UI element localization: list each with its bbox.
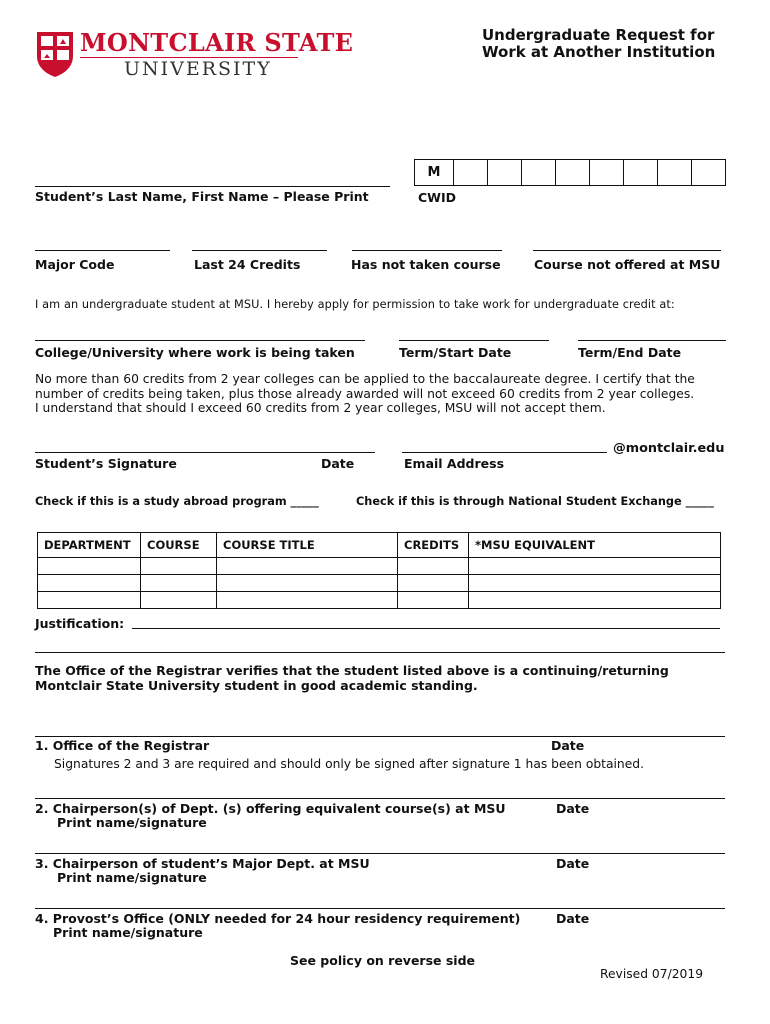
- student-signature-date-label: Date: [321, 456, 355, 471]
- nse-check[interactable]: Check if this is through National Student Exchange _____: [356, 495, 714, 508]
- table-cell[interactable]: [141, 575, 217, 592]
- provost-date-label: Date: [556, 911, 590, 926]
- table-cell[interactable]: [469, 592, 721, 609]
- chair-major-date-label: Date: [556, 856, 590, 871]
- form-title: [482, 27, 715, 61]
- table-cell[interactable]: [38, 558, 141, 575]
- table-row[interactable]: [38, 575, 721, 592]
- student-signature-field[interactable]: [35, 452, 375, 453]
- term-start-field[interactable]: [399, 340, 549, 341]
- justification-field[interactable]: [132, 628, 720, 629]
- chair-equivalent-signature-field[interactable]: [35, 798, 725, 799]
- cwid-digit[interactable]: [454, 160, 488, 186]
- apply-statement: I am an undergraduate student at MSU. I hereby apply for permission to take work for undergraduate credit at:: [35, 298, 675, 311]
- reverse-side-note: See policy on reverse side: [290, 953, 476, 968]
- credit-notice-line: No more than 60 credits from 2 year colleges can be applied to the baccalaureate degree. I certify that the: [35, 372, 695, 386]
- email-field[interactable]: [402, 452, 607, 453]
- table-row[interactable]: [38, 592, 721, 609]
- header-department: DEPARTMENT: [38, 533, 141, 558]
- cwid-digit[interactable]: [590, 160, 624, 186]
- header-msu-equivalent: *MSU EQUIVALENT: [469, 533, 721, 558]
- course-table-header: [38, 533, 721, 558]
- form-title-line1: Undergraduate Request for: [482, 26, 715, 44]
- table-cell[interactable]: [398, 558, 469, 575]
- major-code-field[interactable]: [35, 250, 170, 251]
- course-table: [37, 532, 721, 609]
- last-24-credits-label: Last 24 Credits: [194, 257, 301, 272]
- term-end-label: Term/End Date: [578, 345, 682, 360]
- registrar-verification: [35, 664, 669, 693]
- cwid-digit[interactable]: [488, 160, 522, 186]
- chair-major-sub: Print name/signature: [57, 870, 207, 885]
- major-code-label: Major Code: [35, 257, 115, 272]
- not-taken-field[interactable]: [352, 250, 502, 251]
- cwid-digit[interactable]: [692, 160, 726, 186]
- chair-equivalent-label: 2. Chairperson(s) of Dept. (s) offering equivalent course(s) at MSU: [35, 801, 506, 816]
- credit-notice: [35, 372, 695, 416]
- header-course: COURSE: [141, 533, 217, 558]
- table-cell[interactable]: [398, 575, 469, 592]
- term-start-label: Term/Start Date: [399, 345, 512, 360]
- table-cell[interactable]: [38, 592, 141, 609]
- last-24-credits-field[interactable]: [192, 250, 327, 251]
- cwid-digit[interactable]: [522, 160, 556, 186]
- provost-signature-field[interactable]: [35, 908, 725, 909]
- cwid-digit[interactable]: [624, 160, 658, 186]
- table-cell[interactable]: [217, 592, 398, 609]
- chair-major-label: 3. Chairperson of student’s Major Dept. at MSU: [35, 856, 370, 871]
- table-cell[interactable]: [217, 558, 398, 575]
- not-taken-label: Has not taken course: [351, 257, 501, 272]
- email-label: Email Address: [404, 456, 505, 471]
- justification-field-2[interactable]: [35, 652, 725, 653]
- term-end-field[interactable]: [578, 340, 726, 341]
- registrar-signature-label: 1. Office of the Registrar: [35, 738, 210, 753]
- provost-sub: Print name/signature: [53, 925, 203, 940]
- table-cell[interactable]: [469, 575, 721, 592]
- header-credits: CREDITS: [398, 533, 469, 558]
- student-name-field[interactable]: [35, 186, 390, 187]
- table-cell[interactable]: [398, 592, 469, 609]
- registrar-date-label: Date: [551, 738, 585, 753]
- chair-equivalent-sub: Print name/signature: [57, 815, 207, 830]
- revised-date: Revised 07/2019: [600, 967, 704, 981]
- cwid-label: CWID: [418, 190, 456, 205]
- student-name-label: Student’s Last Name, First Name – Please Print: [35, 189, 369, 204]
- email-suffix: @montclair.edu: [613, 441, 725, 456]
- header-course-title: COURSE TITLE: [217, 533, 398, 558]
- table-cell[interactable]: [469, 558, 721, 575]
- table-cell[interactable]: [141, 558, 217, 575]
- registrar-verification-line: Montclair State University student in good academic standing.: [35, 677, 478, 693]
- student-signature-label: Student’s Signature: [35, 456, 177, 471]
- table-cell[interactable]: [141, 592, 217, 609]
- registrar-signature-field[interactable]: [35, 736, 725, 737]
- signature-note: Signatures 2 and 3 are required and should only be signed after signature 1 has been obtained.: [54, 757, 644, 771]
- not-offered-label: Course not offered at MSU: [534, 257, 721, 272]
- form-title-line2: Work at Another Institution: [482, 43, 716, 61]
- logo-text: MONTCLAIR STATE: [80, 28, 354, 57]
- registrar-verification-line: The Office of the Registrar verifies that the student listed above is a continuing/returning: [35, 663, 669, 678]
- credit-notice-line: I understand that should I exceed 60 credits from 2 year colleges, MSU will not accept them.: [35, 401, 606, 415]
- table-cell[interactable]: [38, 575, 141, 592]
- study-abroad-check[interactable]: Check if this is a study abroad program _____: [35, 495, 319, 508]
- justification-label: Justification:: [35, 616, 125, 631]
- not-offered-field[interactable]: [533, 250, 721, 251]
- table-row[interactable]: [38, 558, 721, 575]
- chair-equivalent-date-label: Date: [556, 801, 590, 816]
- college-field[interactable]: [35, 340, 365, 341]
- chair-major-signature-field[interactable]: [35, 853, 725, 854]
- logo-subtext: UNIVERSITY: [124, 58, 272, 80]
- credit-notice-line: number of credits being taken, plus those already awarded will not exceed 60 credits from 2 year colleges.: [35, 386, 695, 401]
- cwid-grid[interactable]: [414, 159, 726, 186]
- university-shield-icon: [35, 30, 75, 78]
- cwid-digit[interactable]: [556, 160, 590, 186]
- cwid-digit[interactable]: [658, 160, 692, 186]
- college-label: College/University where work is being taken: [35, 345, 355, 360]
- table-cell[interactable]: [217, 575, 398, 592]
- cwid-prefix: M: [415, 160, 454, 186]
- provost-label: 4. Provost’s Office (ONLY needed for 24 hour residency requirement): [35, 911, 521, 926]
